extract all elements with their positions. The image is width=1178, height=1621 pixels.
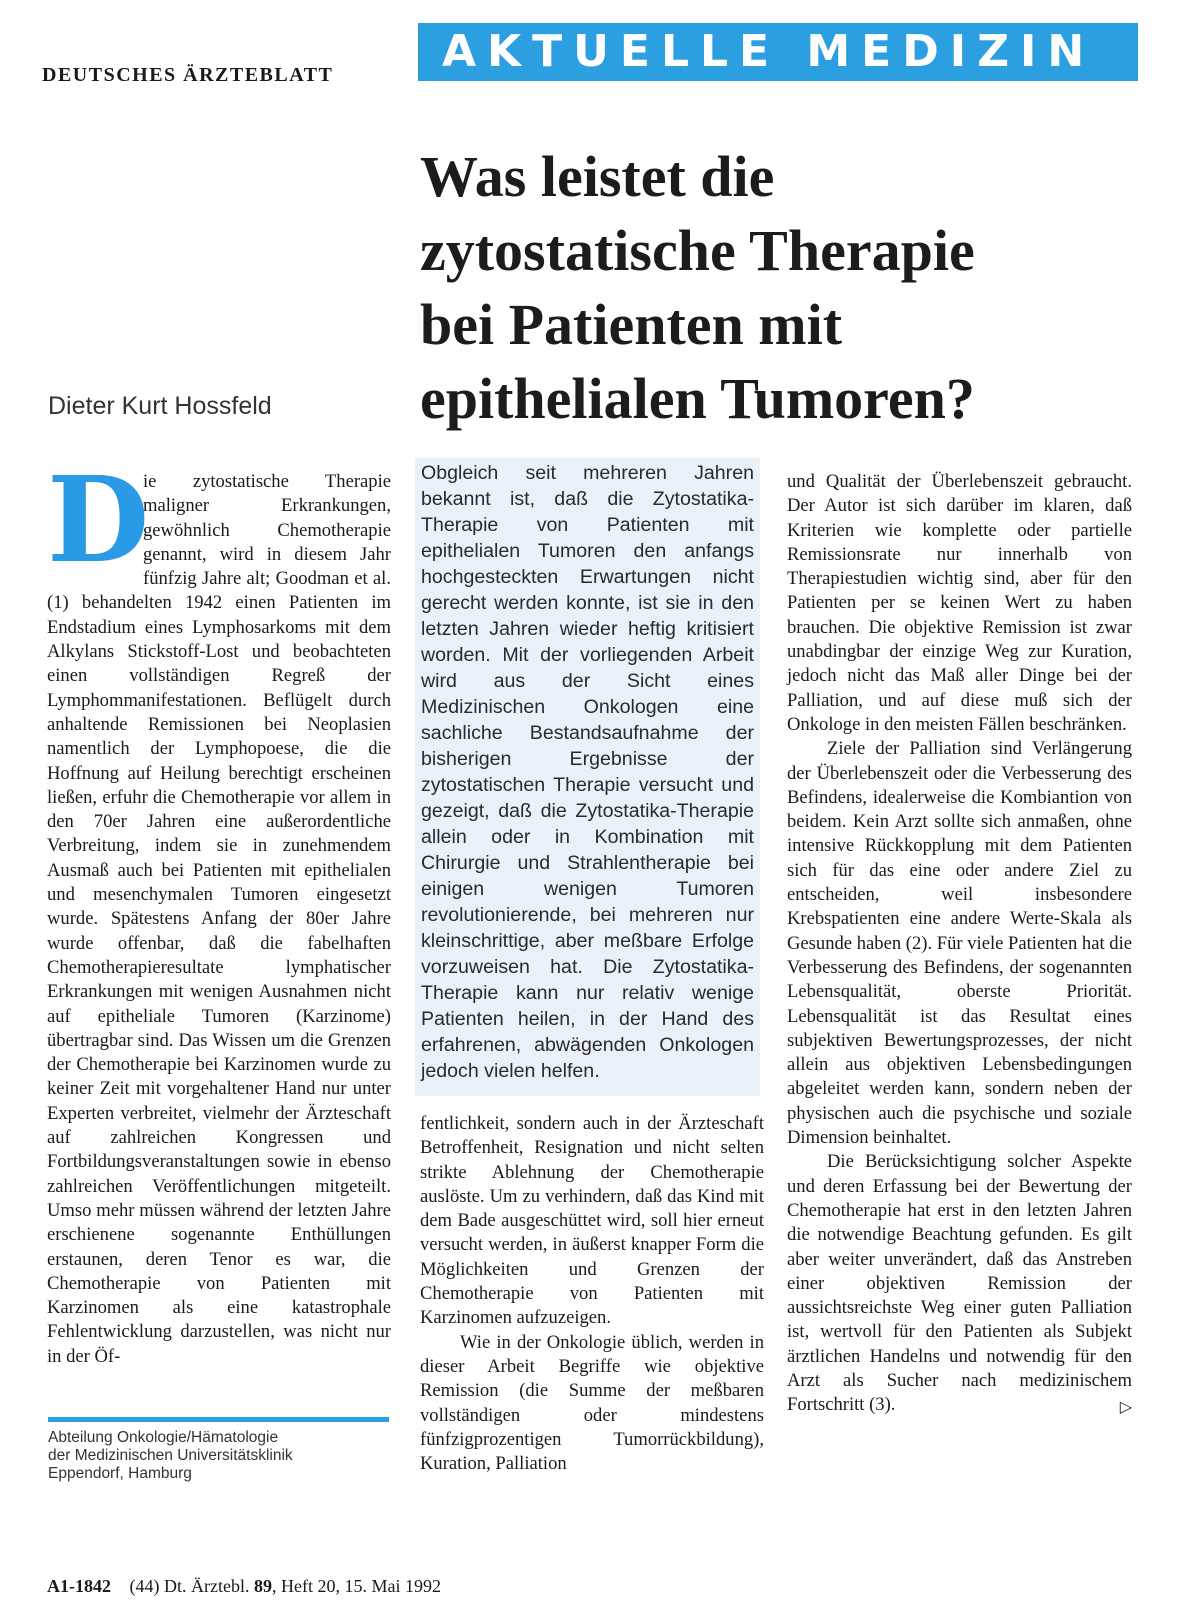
title-line-3: bei Patienten mit xyxy=(420,292,843,357)
col3-paragraph-1: und Qualität der Überlebenszeit gebraucht. Der Autor ist sich darüber im klaren, daß Kriterien wie komplette oder partielle Remissionsrate nur innerhalb von Therapiestudien wichtig sind, aber für den Patienten per se keinen Wert zu haben brauchen. Die objektive Remission ist zwar unabdingbar der einzige Weg zur Kuration, jedoch nicht das Maß aller Dinge bei der Palliation, und auf diese muß sich der Onkologe in den meisten Fällen beschränken. xyxy=(787,471,1132,735)
drop-cap: D xyxy=(47,450,150,589)
col3-paragraph-2: Ziele der Palliation sind Verlängerung der Überlebenszeit oder die Verbesserung des Befindens, idealerweise die Kombiantion von beidem. Kein Arzt sollte sich anmaßen, ohne intensive Rückkopplung mit dem Patienten sich für das eine oder andere Ziel zu entscheiden, weil insbesondere Krebspatienten eine andere Werte-Skala als Gesunde haben (2). Für viele Patienten hat die Verbesserung des Befindens, der sogenannten Lebensqualität, oberste Priorität. Lebensqualität ist das Resultat eines subjektiven Bewertungsprozesses, der nicht allein aus objektiven Lebensbedingungen abgeleitet werden kann, sondern neben der physischen auch die psychische und soziale Dimension beinhaltet. xyxy=(787,738,1132,1149)
abstract-text: Obgleich seit mehreren Jahren bekannt ist, daß die Zytostatika-Therapie von Patienten mit epithelialen Tumoren den anfangs hochgesteckten Erwartungen nicht gerecht werden konnte, ist sie in den letzten Jahren wieder heftig kritisiert worden. Mit der vorliegenden Arbeit wird aus der Sicht eines Medizinischen Onkologen eine sachliche Bestandsaufnahme der bisherigen Ergebnisse der zytostatischen Therapie versucht und gezeigt, daß die Zytostatika-Therapie allein oder in Kombination mit Chirurgie und Strahlentherapie bei einigen wenigen Tumoren revolutionierende, bei mehreren nur kleinschrittige, aber meßbare Erfolge vorzuweisen hat. Die Zytostatika-Therapie kann nur relativ wenige Patienten heilen, in der Hand des erfahrenen, abwägenden Onkologen jedoch vielen helfen. xyxy=(421,462,754,1082)
title-line-2: zytostatische Therapie xyxy=(420,218,975,283)
col2-paragraph-1: fentlichkeit, sondern auch in der Ärzteschaft Betroffenheit, Resignation und nicht selten strikte Ablehnung der Chemotherapie auslöste. Um zu verhindern, daß das Kind mit dem Bade ausgeschüttet wird, soll hier erneut versucht werden, in äußerst knapper Form die Möglichkeiten und Grenzen der Chemotherapie von Patienten mit Karzinomen aufzuzeigen. xyxy=(420,1113,764,1329)
citation-suffix: , Heft 20, 15. Mai 1992 xyxy=(271,1576,441,1596)
affiliation-line-2: der Medizinischen Universitätsklinik xyxy=(48,1447,293,1464)
affiliation-line-1: Abteilung Onkologie/Hämatologie xyxy=(48,1429,279,1446)
volume-number: 89 xyxy=(253,1576,272,1596)
title-line-4: epithelialen Tumoren? xyxy=(420,366,975,431)
affiliation-rule xyxy=(48,1417,389,1422)
article-title xyxy=(420,140,1150,436)
citation-prefix: (44) Dt. Ärztebl. xyxy=(129,1576,250,1596)
body-column-3 xyxy=(787,470,1132,1420)
page-footer xyxy=(47,1576,441,1597)
affiliation xyxy=(48,1429,393,1483)
intro-paragraph: ie zytostatische Therapie maligner Erkrankungen, gewöhnlich Chemotherapie genannt, wird in diesem Jahr fünfzig Jahre alt; Goodman et al. (1) behandelten 1942 einen Patienten im Endstadium eines Lymphosarkoms mit dem Alkylans Stickstoff-Lost und beobachteten einen vollständigen Regreß der Lymphommanifestationen. Beflügelt durch anhaltende Remissionen bei Neoplasien namentlich der Lymphopoese, die die Hoffnung auf Heilung berechtigt erscheinen ließen, erfuhr die Chemotherapie vor allem in den 70er Jahren eine außerordentliche Verbreitung, indem sie in zunehmendem Ausmaß auch bei Patienten mit epithelialen und mesenchymalen Tumoren eingesetzt wurde. Spätestens Anfang der 80er Jahre wurde offenbar, daß die fabelhaften Chemotherapieresultate lymphatischer Erkrankungen mit wenigen Ausnahmen nicht auf epitheliale Tumoren (Karzinome) übertragbar sind. Das Wissen um die Grenzen der Chemotherapie bei Karzinomen wurde zu keiner Zeit mit vorgehaltener Hand nur unter Experten verbreitet, vielmehr der Ärzteschaft auf zahlreichen Kongressen und Fortbildungsveranstaltungen sowie in ebenso zahlreichen Veröffentlichungen mitgeteilt. Umso mehr müssen während der letzten Jahre erschienene sogenannte Enthüllungen erstaunen, deren Tenor es war, die Chemotherapie von Patienten mit Karzinomen als eine katastrophale Fehlentwicklung darzustellen, was nicht nur in der Öf- xyxy=(47,471,391,1367)
section-banner: AKTUELLE MEDIZIN xyxy=(418,23,1138,81)
col2-paragraph-2: Wie in der Onkologie üblich, werden in dieser Arbeit Begriffe wie objektive Remission (die Summe der meßbaren vollständigen oder mindestens fünfzigprozentigen Tumorrückbildung), Kuration, Palliation xyxy=(420,1331,764,1475)
journal-name: DEUTSCHES ÄRZTEBLATT xyxy=(42,64,334,86)
body-column-1 xyxy=(47,450,391,1369)
col3-paragraph-3 xyxy=(787,1150,1132,1417)
author-name: Dieter Kurt Hossfeld xyxy=(48,392,272,420)
title-line-1: Was leistet die xyxy=(420,144,775,209)
continue-arrow-icon: ▷ xyxy=(1119,1397,1132,1417)
col3-paragraph-3-text: Die Berücksichtigung solcher Aspekte und deren Erfassung bei der Bewertung der Chemotherapie hat erst in den letzten Jahren die notwendige Beachtung gefunden. Es gilt aber weiter unverändert, daß das Anstreben einer objektiven Remission der aussichtsreichste Weg einer guten Palliation ist, wertvoll für den Patienten als Subjekt ärztlichen Handelns und notwendig für den Arzt als Sucher nach medizinischem Fortschritt (3). xyxy=(787,1151,1132,1416)
body-column-2 xyxy=(420,1112,764,1476)
page-code: A1-1842 xyxy=(47,1576,111,1596)
abstract-box xyxy=(415,458,760,1096)
affiliation-line-3: Eppendorf, Hamburg xyxy=(48,1465,192,1482)
